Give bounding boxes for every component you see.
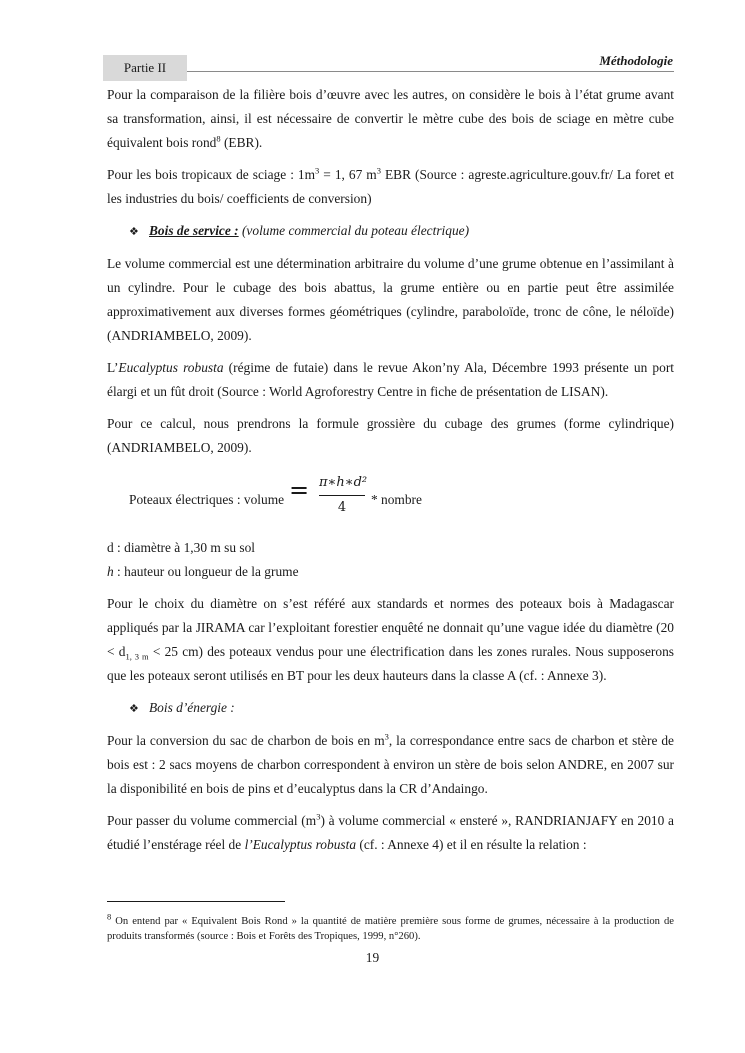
text-segment: Pour la conversion du sac de charbon de bois en m <box>107 733 385 748</box>
definition-d <box>107 536 674 560</box>
part-tab: Partie II <box>103 55 187 81</box>
formula-fraction <box>319 474 368 517</box>
bullet-title: Bois d’énergie : <box>149 700 235 715</box>
paragraph-diametre <box>107 592 674 688</box>
text-segment: = 1, 67 m <box>319 167 377 182</box>
text-segment: EBR (Source : agreste.agriculture.gouv.fr/ La foret et les industries du bois/ coefficients de conversion) <box>107 167 674 206</box>
formula-numerator: π∗h∗d² <box>319 475 368 490</box>
header-rule <box>187 71 674 72</box>
paragraph-text-end: (EBR). <box>220 135 263 150</box>
text-segment: < 25 cm) des poteaux vendus pour une électrification dans les zones rurales. Nous supposerons que les poteaux seront utilisés en BT pour les deux hauteurs dans la classe A (cf. : Annexe 3). <box>107 644 674 683</box>
text-segment: Pour les bois tropicaux de sciage : 1m <box>107 167 316 182</box>
text-segment: Pour passer du volume commercial (m <box>107 813 317 828</box>
volume-formula <box>107 468 674 530</box>
superscript: 3 <box>316 811 321 822</box>
footnote-reference[interactable]: 8 <box>216 133 221 144</box>
bullet-bois-energie <box>129 696 674 721</box>
footnote-mark: 8 <box>107 911 112 922</box>
paragraph-charbon <box>107 729 674 801</box>
paragraph-calcul: Pour ce calcul, nous prendrons la formule grossière du cubage des grumes (forme cylindrique) (ANDRIAMBELO, 2009). <box>107 416 674 455</box>
formula-label: Poteaux électriques : volume <box>129 492 285 507</box>
paragraph-volume-commercial: Le volume commercial est une détermination arbitraire du volume d’une grume obtenue en l’assimilant à un cylindre. Pour le cubage des bois abattus, la grume entière ou en partie peut être assimilée approximativement aux diverses formes géométriques (cylindre, paraboloïde, tronc de cône, le néloïde) (ANDRIAMBELO, 2009). <box>107 256 674 343</box>
footnote-text: On entend par « Equivalent Bois Rond » la quantité de matière première sous forme de grumes, nécessaire à la production de produits transformés (source : Bois et Forêts des Tropiques, 1999, n°260). <box>107 916 674 942</box>
paragraph-enstere <box>107 809 674 857</box>
definition-text: : diamètre à 1,30 m su sol <box>113 540 256 555</box>
diamond-bullet-icon: ❖ <box>129 702 139 715</box>
paragraph-conversion-factor <box>107 163 674 211</box>
body-text <box>107 83 674 865</box>
text-segment: (cf. : Annexe 4) et il en résulte la relation : <box>356 837 587 852</box>
diamond-bullet-icon: ❖ <box>129 225 139 238</box>
superscript: 3 <box>315 165 320 176</box>
species-name: Eucalyptus robusta <box>118 360 224 375</box>
footnote <box>107 911 674 944</box>
paragraph-ebr-intro <box>107 83 674 155</box>
superscript: 3 <box>376 165 381 176</box>
formula-multiplier: * nombre <box>371 492 422 507</box>
formula-denominator: 4 <box>337 500 347 515</box>
subscript: 1, 3 m <box>125 651 149 662</box>
text-segment: , la correspondance entre sacs de charbon et stère de bois est : 2 sacs moyens de charbon correspondent à environ un stère de bois selon ANDRE, en 2007 sur la disponibilité en bois de pins et d’eucalyptus dans la CR d’Andaingo. <box>107 733 674 796</box>
text-segment: Pour le choix du diamètre on s’est référé aux standards et normes des poteaux bois à Madagascar appliqués par la JIRAMA car l’exploitant forestier enquêté ne donnait qu’une vague idée du diamètre (20 < d <box>107 596 674 659</box>
paragraph-text: Pour la comparaison de la filière bois d’œuvre avec les autres, on considère le bois à l’état grume avant sa transformation, ainsi, il est nécessaire de convertir le mètre cube des bois de sciage en mètre cube équivalent bois rond <box>107 87 674 150</box>
variable-d: d <box>107 540 114 555</box>
superscript: 3 <box>384 731 389 742</box>
fraction-bar <box>319 495 365 496</box>
running-header-title: Méthodologie <box>599 53 673 68</box>
text-segment: ) à volume commercial « ensteré », RANDRIANJAFY en 2010 a étudié l’enstérage réel de <box>107 813 674 852</box>
bullet-title: Bois de service : <box>149 223 239 238</box>
bullet-subtitle: (volume commercial du poteau électrique) <box>238 223 470 238</box>
species-name: l’Eucalyptus robusta <box>244 837 357 852</box>
text-segment: (régime de futaie) dans le revue Akon’ny Ala, Décembre 1993 présente un port élargi et un fût droit (Source : World Agroforestry Centre in fiche de présentation de LISAN). <box>107 360 674 399</box>
definition-h <box>107 560 674 584</box>
page-number: 19 <box>365 950 380 965</box>
footnote-rule <box>107 901 285 902</box>
variable-h: h <box>107 564 114 579</box>
definition-text: : hauteur ou longueur de la grume <box>113 564 299 579</box>
bullet-bois-de-service <box>129 219 674 244</box>
formula-equals: = <box>289 476 310 504</box>
paragraph-eucalyptus <box>107 356 674 404</box>
text-segment: L’ <box>107 360 119 375</box>
